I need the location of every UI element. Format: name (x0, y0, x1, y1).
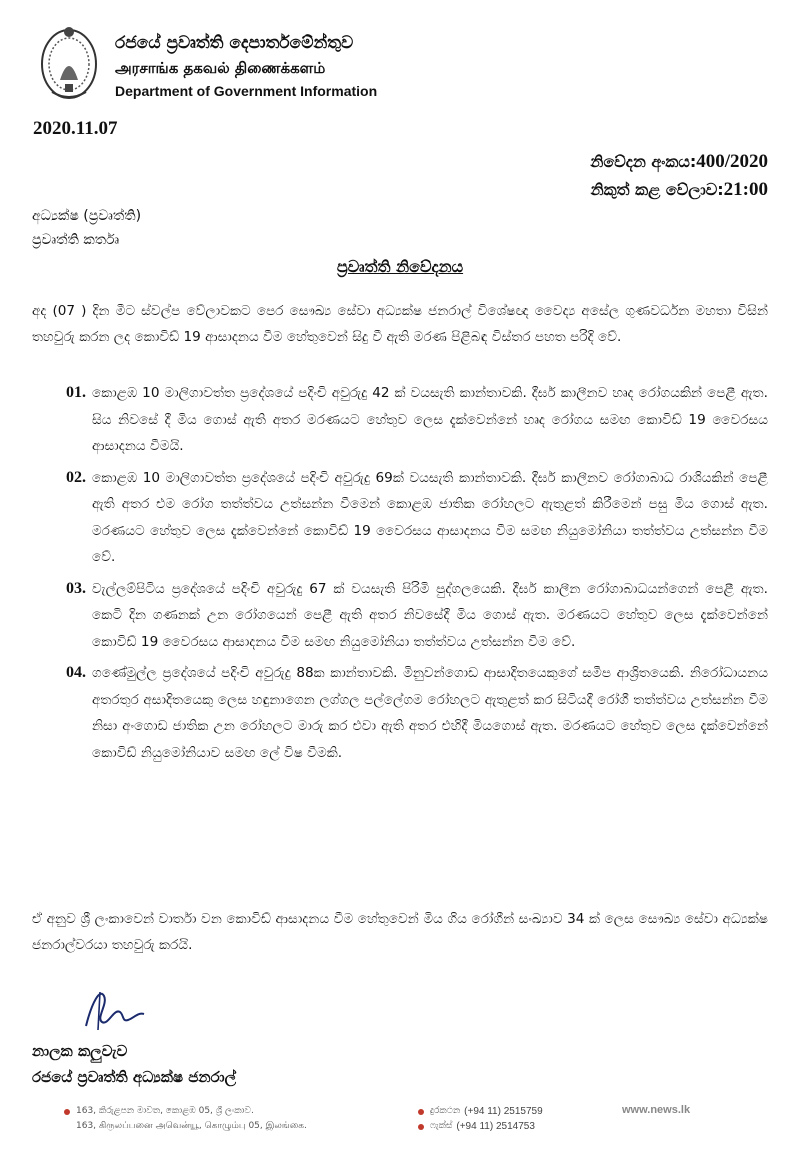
intro-paragraph: අද (07 ) දින මීට ස්වල්ප වේලාවකට පෙර සෞඛ්‍ය සේවා අධ්‍යක්ෂ ජනරාල් විශේෂඥ වෛද්‍ය අසේල ගුණවර්ධන මහතා විසින් තහවුරු කරන ලද කොවිඩ් 19 ආසාදනය වීම හේතුවෙන් සිදු වී ඇති මරණ පිළිබඳ විස්තර පහත පරිදි වේ. (32, 303, 768, 345)
handwritten-signature-icon (78, 982, 168, 1034)
item-number: 01. (66, 384, 86, 401)
fax-number: (+94 11) 2514753 (456, 1121, 535, 1132)
list-item (32, 465, 768, 571)
item-text: වැල්ලම්පිටිය ප්‍රදේශයේ පදිංචි අවුරුදු 67 ක් වයසැති පිරිමි පුද්ගලයෙකි. දීර්ඝ කාලීන රෝගාබාධයන්ගෙන් පෙළී ඇත. කෙටි දින ගණනක් උන රෝගයෙන් පෙළී ඇති අතර නිවසේදී මිය ගොස් ඇත. මරණයට හේතුව ලෙස දැක්වෙන්නේ කොවිඩ් 19 වෛරසය ආසාදනය වීම සමඟ නියුමෝනියා තත්ත්වය උත්සන්න වීම වේ. (92, 580, 768, 650)
recipient-line: අධ්‍යක්ෂ (ප්‍රවෘත්ති) (32, 208, 142, 224)
signer-title: රජයේ ප්‍රවෘත්ති අධ්‍යක්ෂ ජනරාල් (32, 1068, 237, 1086)
recipient-line: ප්‍රවෘත්ති කර්තෘ (32, 232, 120, 248)
organization-name (115, 30, 445, 102)
release-time-line (590, 176, 768, 204)
org-name-sinhala: රජයේ ප්‍රවෘත්ති දෙපාර්තමේන්තුව (115, 33, 354, 53)
item-text: ගණේමුල්ල ප්‍රදේශයේ පදිංචි අවුරුදු 88ක කාන්තාවකි. මිනුවන්ගොඩ ආසාදිතයෙකුගේ සමීප ආශ්‍රිතයෙකි. නිරෝධායනය අතරතුර අසාදිතයෙකු ලෙස හඳුනාගෙන ලග්ගල පල්ලේගම රෝහලට ඇතුළත් කර සිටියදී රෝගී තත්ත්වය උත්සන්න වීම නිසා අංගොඩ ජාතික උන රෝහලට මාරු කර එවා ඇති අතර එහිදී මියගොස් ඇත. මරණයට හේතුව ලෙස දැක්වෙන්නේ කොවිඩ් නියුමෝනියාව සමඟ ලේ විෂ වීමකි. (92, 665, 768, 761)
release-number-line (590, 148, 768, 176)
item-number: 03. (66, 579, 86, 597)
item-text: කොළඹ 10 මාලිගාවත්ත ප්‍රදේශයේ පදිංචි අවුරුදු 42 ක් වයසැති කාන්තාවකි. දීර්ඝ කාලීනව හෘද රෝගයකින් පෙළී ඇත. සිය නිවසේ දී මිය ගොස් ඇති අතර මරණයට හේතුව ලෙස දැක්වෙන්නේ හෘද රෝගය සමඟ කොවිඩ් 19 වෛරසය ආසාදනය වීමයි. (92, 385, 768, 454)
item-number: 02. (66, 468, 86, 486)
org-name-english: Department of Government Information (115, 83, 378, 99)
org-name-tamil: அரசாங்க தகவல் திணைக்களம் (115, 59, 326, 77)
document-title (0, 257, 800, 277)
reference-block (590, 148, 768, 204)
footer-website: www.news.lk (622, 1104, 691, 1116)
sri-lanka-emblem-icon (38, 22, 100, 102)
phone-label: දුරකථන (430, 1106, 461, 1116)
closing-paragraph: ඒ අනුව ශ්‍රී ලංකාවෙන් වාර්තා වන කොවිඩ් ආසාදනය වීම හේතුවෙන් මිය ගිය රෝගීන් සංඛ්‍යාව 34 ක් ලෙස සෞඛ්‍ය සේවා අධ්‍යක්ෂ ජනරාල්වරයා තහවුරු කරයි. (32, 911, 768, 953)
fax-label: ෆැක්ස් (430, 1121, 453, 1131)
release-number-label: නිවේදන අංකය: (590, 152, 697, 171)
document-title-text: ප්‍රවෘත්ති නිවේදනය (336, 257, 464, 276)
list-item (32, 380, 768, 460)
phone-number: (+94 11) 2515759 (464, 1106, 543, 1117)
letterhead-footer (0, 1096, 800, 1146)
death-details-list (32, 380, 768, 771)
bullet-icon (64, 1109, 70, 1115)
address-sinhala: 163, කිරුළපන මාවත, කොළඹ 05, ශ්‍රී ලංකාව. (76, 1106, 254, 1116)
list-item (32, 660, 768, 766)
item-number: 04. (66, 664, 86, 681)
release-number: 400/2020 (696, 151, 768, 172)
item-text: කොළඹ 10 මාලිගාවත්ත ප්‍රදේශයේ පදිංචි අවුරුදු 69ක් වයසැති කාන්තාවකි. දීර්ඝ කාලීනව රෝගාබාධ රාශියකින් පෙළී ඇති අතර එම රෝග තත්ත්වය උත්සන්න වීමෙන් කොළඹ ජාතික රෝහලට ඇතුළත් කිරීමෙන් පසු මිය ගොස් ඇත. මරණයට හේතුව ලෙස දැක්වෙන්නේ කොවිඩ් 19 වෛරසය ආසාදනය වීම සමඟ නියුමෝනියා තත්ත්වය උත්සන්න වීම වේ. (92, 469, 768, 565)
release-date: 2020.11.07 (33, 118, 118, 139)
signer-block (32, 1038, 236, 1090)
release-time-label: නිකුත් කළ වේලාව: (590, 180, 724, 199)
signer-name: නාලක කලුවැව (32, 1042, 128, 1060)
address-tamil: 163, கிருலப்பனை அவென்யூ, கொழும்பு 05, இலங்கை. (76, 1121, 307, 1131)
footer-address (64, 1104, 307, 1134)
fax-icon (418, 1124, 424, 1130)
recipients (32, 204, 141, 252)
list-item (32, 576, 768, 656)
release-time: 21:00 (723, 179, 768, 200)
footer-contact (418, 1104, 543, 1134)
phone-icon (418, 1109, 424, 1115)
